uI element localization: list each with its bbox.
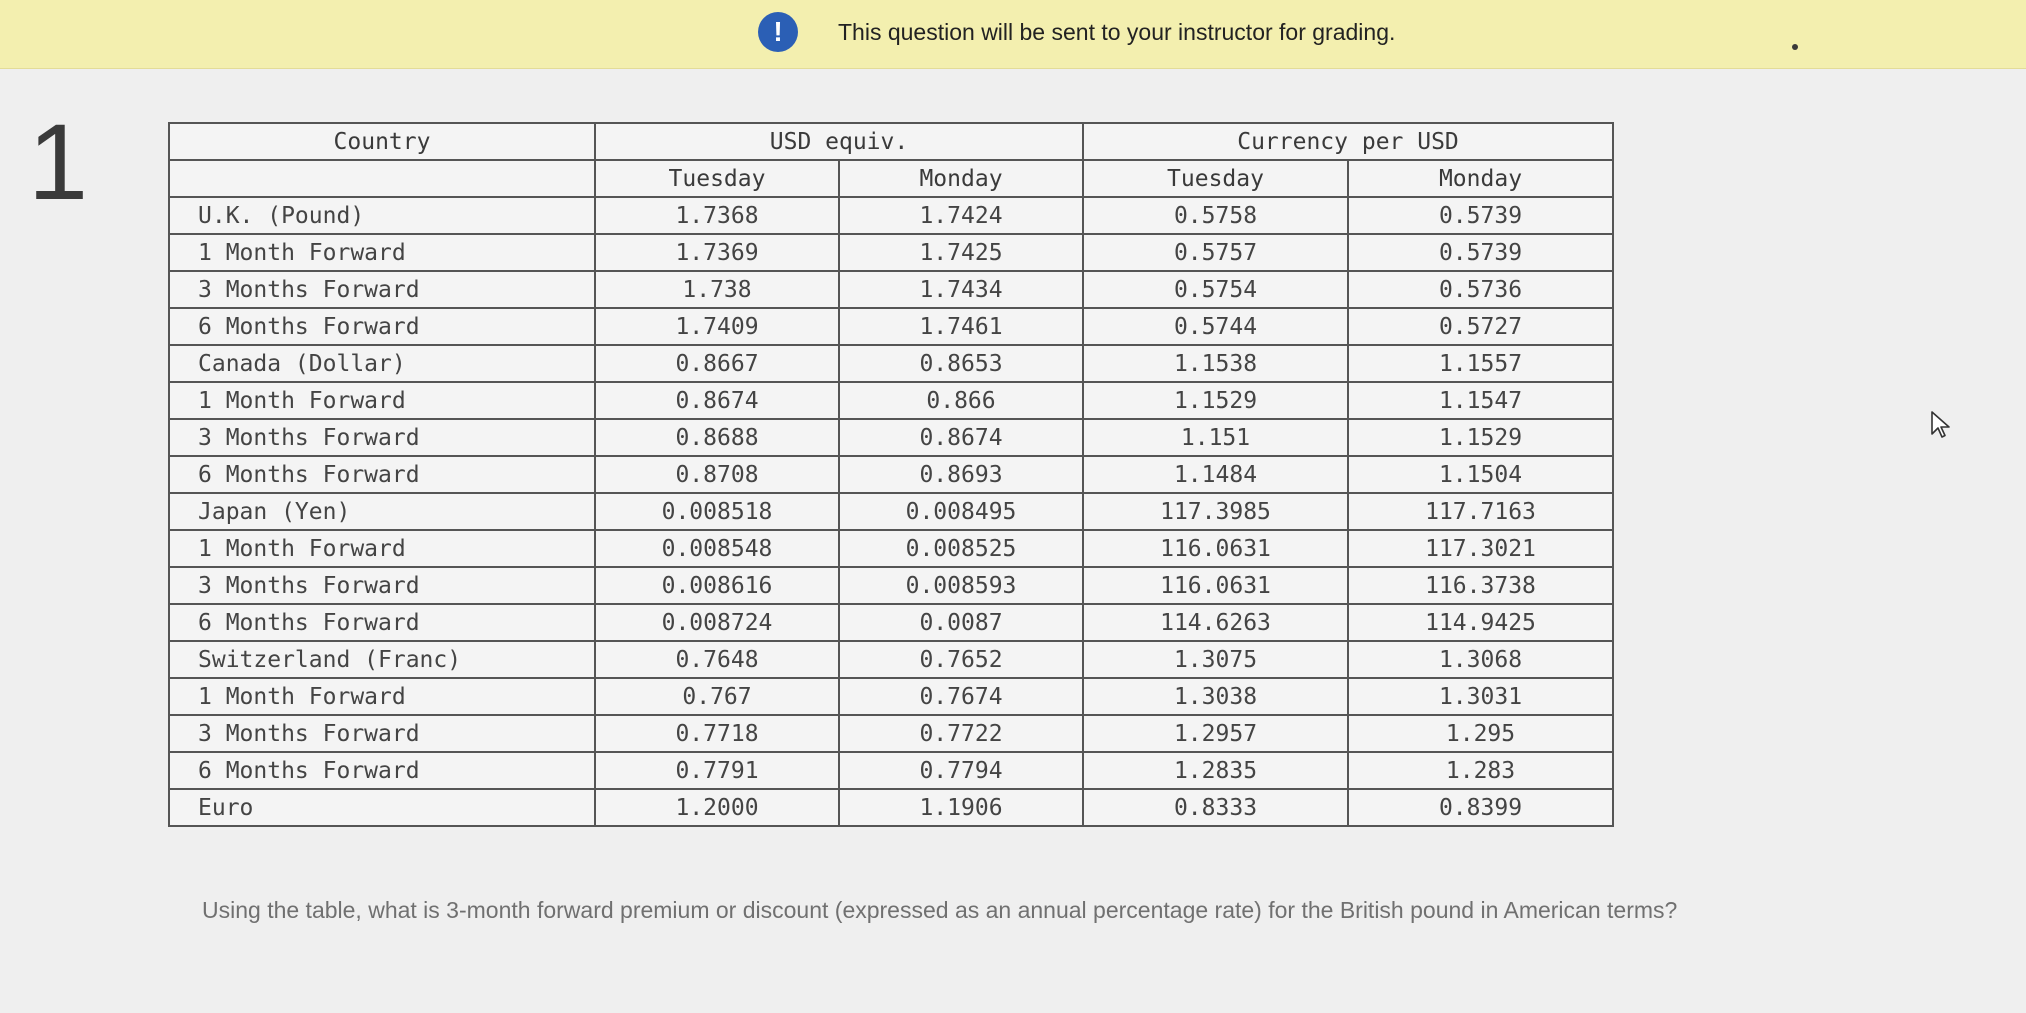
value-cell: 117.7163: [1348, 493, 1613, 530]
table-header-row: [169, 123, 1613, 160]
table-row: [169, 789, 1613, 826]
value-cell: 0.008616: [595, 567, 839, 604]
value-cell: 0.8653: [839, 345, 1083, 382]
table-row: [169, 456, 1613, 493]
exclamation-icon: !: [758, 12, 798, 52]
value-cell: 1.3075: [1083, 641, 1348, 678]
exchange-rate-table: [168, 122, 1614, 827]
value-cell: 117.3985: [1083, 493, 1348, 530]
value-cell: 0.8674: [839, 419, 1083, 456]
value-cell: 0.8708: [595, 456, 839, 493]
value-cell: 114.9425: [1348, 604, 1613, 641]
row-label-cell: 1 Month Forward: [169, 678, 595, 715]
value-cell: 0.8333: [1083, 789, 1348, 826]
value-cell: 116.0631: [1083, 567, 1348, 604]
table-row: [169, 604, 1613, 641]
value-cell: 1.1557: [1348, 345, 1613, 382]
value-cell: 1.7369: [595, 234, 839, 271]
table-row: [169, 308, 1613, 345]
value-cell: 0.7794: [839, 752, 1083, 789]
header-country: Country: [169, 123, 595, 160]
value-cell: 1.2957: [1083, 715, 1348, 752]
header-usd-monday: Monday: [839, 160, 1083, 197]
table-row: [169, 678, 1613, 715]
value-cell: 1.3038: [1083, 678, 1348, 715]
table-body: [169, 197, 1613, 826]
value-cell: 1.1547: [1348, 382, 1613, 419]
value-cell: 0.8674: [595, 382, 839, 419]
table-row: [169, 345, 1613, 382]
value-cell: 0.7791: [595, 752, 839, 789]
value-cell: 0.8693: [839, 456, 1083, 493]
table-row: [169, 752, 1613, 789]
grading-notice-banner: [0, 0, 2026, 69]
row-label-cell: 6 Months Forward: [169, 604, 595, 641]
value-cell: 0.7718: [595, 715, 839, 752]
value-cell: 0.5739: [1348, 234, 1613, 271]
row-label-cell: 3 Months Forward: [169, 567, 595, 604]
value-cell: 1.2000: [595, 789, 839, 826]
value-cell: 0.008495: [839, 493, 1083, 530]
value-cell: 1.3068: [1348, 641, 1613, 678]
value-cell: 0.5757: [1083, 234, 1348, 271]
table-row: [169, 567, 1613, 604]
value-cell: 0.008548: [595, 530, 839, 567]
header-currency-per-usd: Currency per USD: [1083, 123, 1613, 160]
header-cpu-tuesday: Tuesday: [1083, 160, 1348, 197]
header-cpu-monday: Monday: [1348, 160, 1613, 197]
value-cell: 1.7368: [595, 197, 839, 234]
row-label-cell: 3 Months Forward: [169, 715, 595, 752]
value-cell: 0.008724: [595, 604, 839, 641]
value-cell: 116.0631: [1083, 530, 1348, 567]
value-cell: 1.7425: [839, 234, 1083, 271]
value-cell: 1.7409: [595, 308, 839, 345]
row-label-cell: Japan (Yen): [169, 493, 595, 530]
table-row: [169, 419, 1613, 456]
value-cell: 0.008525: [839, 530, 1083, 567]
row-label-cell: 6 Months Forward: [169, 308, 595, 345]
value-cell: 1.1529: [1083, 382, 1348, 419]
table-row: [169, 530, 1613, 567]
table-row: [169, 234, 1613, 271]
value-cell: 0.008518: [595, 493, 839, 530]
value-cell: 1.295: [1348, 715, 1613, 752]
value-cell: 1.7424: [839, 197, 1083, 234]
value-cell: 0.7674: [839, 678, 1083, 715]
value-cell: 1.1504: [1348, 456, 1613, 493]
value-cell: 1.1484: [1083, 456, 1348, 493]
value-cell: 0.767: [595, 678, 839, 715]
value-cell: 1.283: [1348, 752, 1613, 789]
row-label-cell: Canada (Dollar): [169, 345, 595, 382]
banner-dot: [1792, 44, 1798, 50]
value-cell: 1.1906: [839, 789, 1083, 826]
header-blank: [169, 160, 595, 197]
value-cell: 1.7434: [839, 271, 1083, 308]
value-cell: 0.8688: [595, 419, 839, 456]
value-cell: 0.5736: [1348, 271, 1613, 308]
value-cell: 1.151: [1083, 419, 1348, 456]
value-cell: 1.1538: [1083, 345, 1348, 382]
grading-notice-text: This question will be sent to your instructor for grading.: [838, 19, 1396, 45]
row-label-cell: 1 Month Forward: [169, 234, 595, 271]
value-cell: 1.2835: [1083, 752, 1348, 789]
row-label-cell: 3 Months Forward: [169, 271, 595, 308]
value-cell: 0.8399: [1348, 789, 1613, 826]
header-usd-tuesday: Tuesday: [595, 160, 839, 197]
question-text: Using the table, what is 3-month forward premium or discount (expressed as an annual percentage rate) for the British pound in American terms?: [202, 897, 1678, 923]
value-cell: 0.5744: [1083, 308, 1348, 345]
value-cell: 0.7722: [839, 715, 1083, 752]
row-label-cell: U.K. (Pound): [169, 197, 595, 234]
value-cell: 114.6263: [1083, 604, 1348, 641]
value-cell: 0.7652: [839, 641, 1083, 678]
header-usd-equiv: USD equiv.: [595, 123, 1083, 160]
table-row: [169, 715, 1613, 752]
table-row: [169, 271, 1613, 308]
table-row: [169, 641, 1613, 678]
table-row: [169, 493, 1613, 530]
value-cell: 1.3031: [1348, 678, 1613, 715]
row-label-cell: 1 Month Forward: [169, 530, 595, 567]
value-cell: 117.3021: [1348, 530, 1613, 567]
mouse-pointer-icon: [1930, 410, 1952, 440]
value-cell: 1.1529: [1348, 419, 1613, 456]
row-label-cell: 3 Months Forward: [169, 419, 595, 456]
table-row: [169, 382, 1613, 419]
value-cell: 0.5754: [1083, 271, 1348, 308]
value-cell: 0.866: [839, 382, 1083, 419]
row-label-cell: 6 Months Forward: [169, 456, 595, 493]
row-label-cell: Switzerland (Franc): [169, 641, 595, 678]
value-cell: 0.0087: [839, 604, 1083, 641]
value-cell: 0.5758: [1083, 197, 1348, 234]
value-cell: 1.738: [595, 271, 839, 308]
value-cell: 0.5727: [1348, 308, 1613, 345]
table-subheader-row: [169, 160, 1613, 197]
row-label-cell: 1 Month Forward: [169, 382, 595, 419]
row-label-cell: 6 Months Forward: [169, 752, 595, 789]
value-cell: 0.8667: [595, 345, 839, 382]
question-number: 1: [28, 101, 89, 222]
value-cell: 0.008593: [839, 567, 1083, 604]
value-cell: 1.7461: [839, 308, 1083, 345]
value-cell: 0.5739: [1348, 197, 1613, 234]
value-cell: 0.7648: [595, 641, 839, 678]
row-label-cell: Euro: [169, 789, 595, 826]
table-row: [169, 197, 1613, 234]
value-cell: 116.3738: [1348, 567, 1613, 604]
